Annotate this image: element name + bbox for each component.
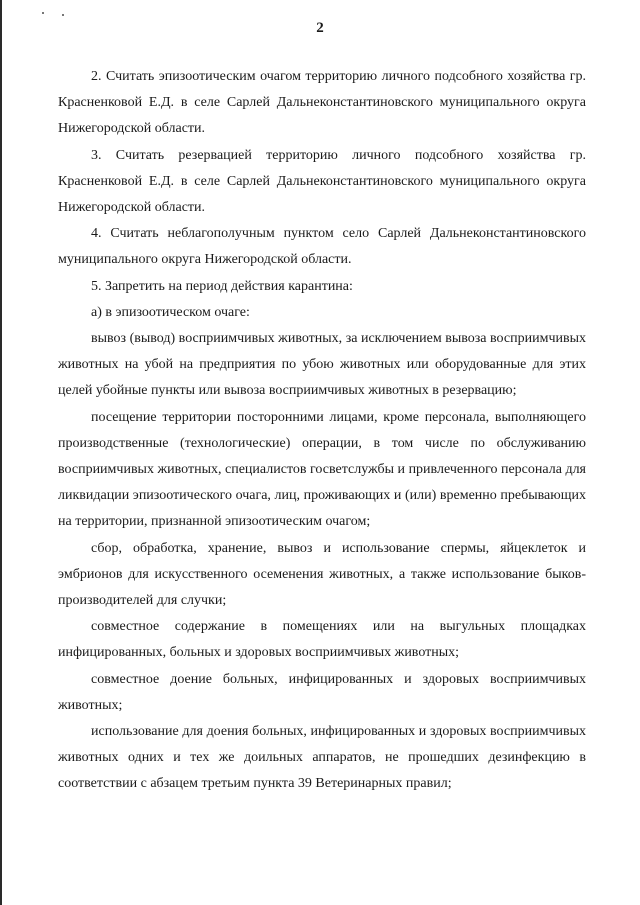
paragraph-prohibition-sperm: сбор, обработка, хранение, вывоз и использование спермы, яйцеклеток и эмбрионов для искусственного осеменения животных, а также использование быков-производителей для случки; — [58, 540, 586, 609]
paragraph-item-3: 3. Считать резервацией территорию личного подсобного хозяйства гр. Красненковой Е.Д. в селе Сарлей Дальнеконстантиновского муниципального округа Нижегородской области. — [58, 147, 586, 216]
paragraph-prohibition-joint-keeping: совместное содержание в помещениях или на выгульных площадках инфицированных, больных и здоровых восприимчивых животных; — [58, 619, 586, 661]
page-number: 2 — [316, 20, 324, 36]
paragraph-prohibition-removal: вывоз (вывод) восприимчивых животных, за исключением вывоза восприимчивых животных на убой на предприятия по убою животных или оборудованные для этих целей убойные пункты или вывоза восприимчивых животных в резервацию; — [58, 331, 586, 399]
document-body — [58, 64, 586, 798]
paragraph-item-4: 4. Считать неблагополучным пунктом село Сарлей Дальнеконстантиновского муниципального округа Нижегородской области. — [58, 226, 586, 268]
scan-speck — [62, 14, 64, 16]
paragraph-item-5: 5. Запретить на период действия карантина: — [91, 278, 353, 294]
scan-speck — [42, 12, 44, 14]
paragraph-subitem-a: а) в эпизоотическом очаге: — [91, 304, 250, 320]
paragraph-prohibition-joint-milking: совместное доение больных, инфицированных и здоровых восприимчивых животных; — [58, 671, 586, 713]
paragraph-prohibition-milking-machines: использование для доения больных, инфицированных и здоровых восприимчивых животных одних и тех же доильных аппаратов, не прошедших дезинфекцию в соответствии с абзацем третьим пункта 39 Ветеринарных правил; — [58, 724, 586, 792]
paragraph-item-2: 2. Считать эпизоотическим очагом территорию личного подсобного хозяйства гр. Красненковой Е.Д. в селе Сарлей Дальнеконстантиновского муниципального округа Нижегородской области. — [58, 69, 586, 137]
scan-left-border — [0, 0, 2, 905]
paragraph-prohibition-visits: посещение территории посторонними лицами, кроме персонала, выполняющего производственные (технологические) операции, в том числе по обслуживанию восприимчивых животных, специалистов госветслужбы и привлеченного персонала для ликвидации эпизоотического очага, лиц, проживающих и (или) временно пребывающих на территории, признанной эпизоотическим очагом; — [58, 409, 586, 530]
